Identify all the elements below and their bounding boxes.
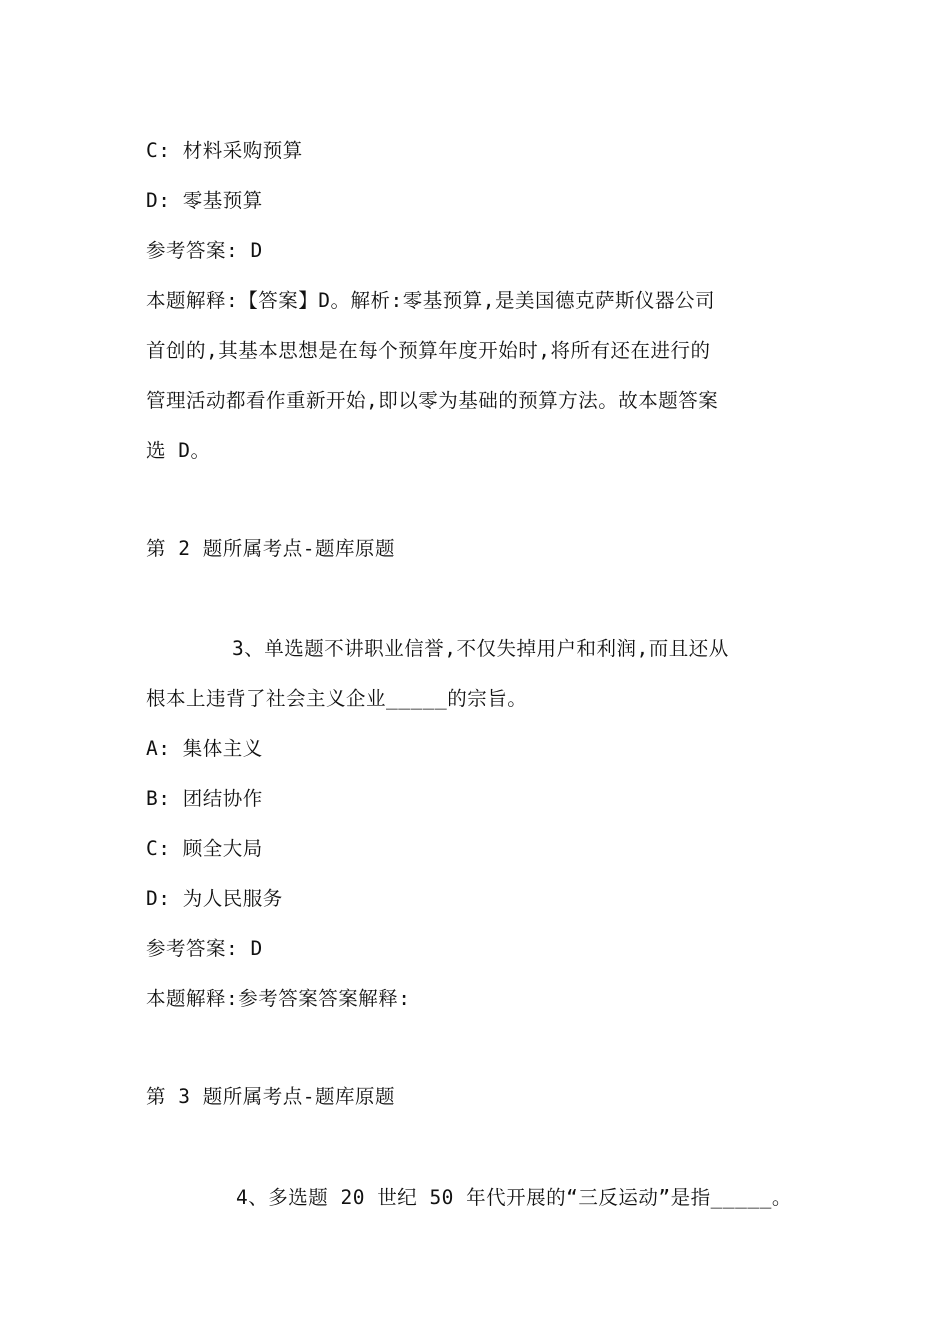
- q3-stem-line-1: 3、单选题不讲职业信誉,不仅失掉用户和利润,而且还从: [232, 637, 729, 660]
- q3-option-a: A: 集体主义: [146, 737, 263, 760]
- q3-option-c: C: 顾全大局: [146, 837, 263, 860]
- q1-explanation-line-4: 选 D。: [146, 439, 211, 462]
- q3-option-d: D: 为人民服务: [146, 887, 283, 910]
- q2-source-label: 第 2 题所属考点-题库原题: [146, 537, 395, 560]
- q1-option-d: D: 零基预算: [146, 189, 263, 212]
- q1-explanation-line-3: 管理活动都看作重新开始,即以零为基础的预算方法。故本题答案: [146, 389, 719, 412]
- q3-source-label: 第 3 题所属考点-题库原题: [146, 1085, 395, 1108]
- q3-option-b: B: 团结协作: [146, 787, 263, 810]
- q1-answer: 参考答案: D: [146, 239, 263, 262]
- q1-explanation-line-2: 首创的,其基本思想是在每个预算年度开始时,将所有还在进行的: [146, 339, 711, 362]
- q1-explanation-line-1: 本题解释:【答案】D。解析:零基预算,是美国德克萨斯仪器公司: [146, 289, 715, 312]
- q3-explanation: 本题解释:参考答案答案解释:: [146, 987, 411, 1010]
- q3-stem-line-2: 根本上违背了社会主义企业_____的宗旨。: [146, 687, 528, 710]
- q1-option-c: C: 材料采购预算: [146, 139, 303, 162]
- q4-stem: 4、多选题 20 世纪 50 年代开展的“三反运动”是指_____。: [236, 1186, 792, 1209]
- q3-answer: 参考答案: D: [146, 937, 263, 960]
